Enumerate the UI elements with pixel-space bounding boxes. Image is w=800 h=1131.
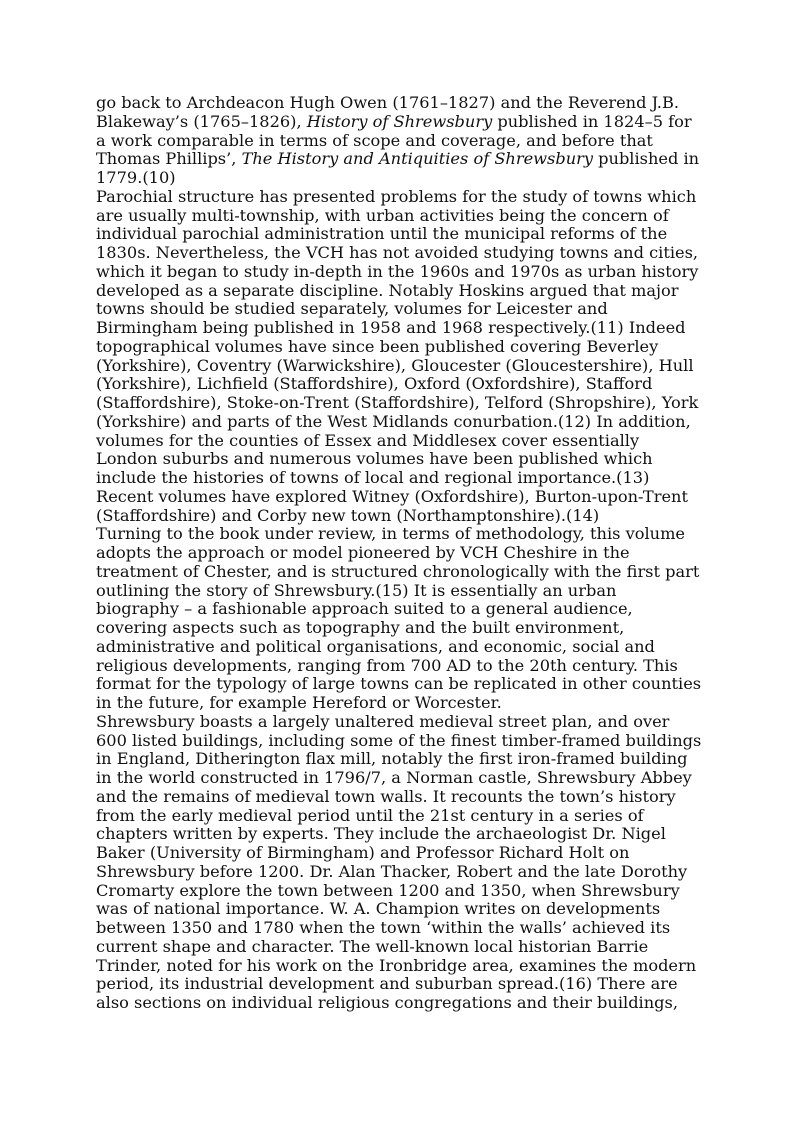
book-title-history-and-antiquities: The History and Antiquities of Shrewsbury xyxy=(241,149,594,169)
paragraph-1-text: go back to Archdeacon Hugh Owen (1761–1827) and the Reverend J.B. Blakeway’s (1765–1826), xyxy=(96,93,679,131)
paragraph-1-text: published in 1779.(10) xyxy=(96,149,700,187)
paragraph-3-text: Turning to the book under review, in terms of methodology, this volume adopts the approach or model pioneered by VCH Cheshire in the treatment of Chester, and is structured chronologically with the first part outlining the story of Shrewsbury.(15) It is essentially an urban biography – a fashionable approach suited to a general audience, covering aspects such as topography and the built environment, administrative and political organisations, and economic, social and religious developments, ranging from 700 AD to the 20th century. This format for the typology of large towns can be replicated in other counties in the future, for example Hereford or Worcester. xyxy=(96,524,702,712)
paragraph-1-text: published in 1824–5 for a work comparable in terms of scope and coverage, and before that Thomas Phillips’, xyxy=(96,111,692,169)
paragraph-4-text: Shrewsbury boasts a largely unaltered medieval street plan, and over 600 listed buildings, including some of the finest timber-framed buildings in England, Ditherington flax mill, notably the first iron-framed building in the world constructed in 1796/7, a Norman castle, Shrewsbury Abbey and the remains of medieval town walls. It recounts the town’s history from the early medieval period until the 21st century in a series of chapters written by experts. They include the archaeologist Dr. Nigel Baker (University of Birmingham) and Professor Richard Holt on Shrewsbury before 1200. Dr. Alan Thacker, Robert and the late Dorothy Cromarty explore the town between 1200 and 1350, when Shrewsbury was of national importance. W. A. Champion writes on developments between 1350 and 1780 when the town ‘within the walls’ achieved its current shape and character. The well-known local historian Barrie Trinder, noted for his work on the Ironbridge area, examines the modern period, its industrial development and suburban spread.(16) There are also sections on individual religious congregations and their buildings, xyxy=(96,711,702,1012)
paragraph-1 xyxy=(96,94,706,188)
paragraph-2-text: Parochial structure has presented problems for the study of towns which are usually multi-township, with urban activities being the concern of individual parochial administration until the municipal reforms of the 1830s. Nevertheless, the VCH has not avoided studying towns and cities, which it began to study in-depth in the 1960s and 1970s as urban history developed as a separate discipline. Notably Hoskins argued that major towns should be studied separately, volumes for Leicester and Birmingham being published in 1958 and 1968 respectively.(11) Indeed topographical volumes have since been published covering Beverley (Yorkshire), Coventry (Warwickshire), Gloucester (Gloucestershire), Hull (Yorkshire), Lichfield (Staffordshire), Oxford (Oxfordshire), Stafford (Staffordshire), Stoke-on-Trent (Staffordshire), Telford (Shropshire), York (Yorkshire) and parts of the West Midlands conurbation.(12) In addition, volumes for the counties of Essex and Middlesex cover essentially London suburbs and numerous volumes have been published which include the histories of towns of local and regional importance.(13) Recent volumes have explored Witney (Oxfordshire), Burton-upon-Trent (Staffordshire) and Corby new town (Northamptonshire).(14) xyxy=(96,186,699,525)
paragraph-3 xyxy=(96,525,706,713)
document-page xyxy=(96,94,706,1013)
paragraph-4 xyxy=(96,713,706,1013)
paragraph-2 xyxy=(96,188,706,526)
book-title-history-of-shrewsbury: History of Shrewsbury xyxy=(306,111,493,131)
